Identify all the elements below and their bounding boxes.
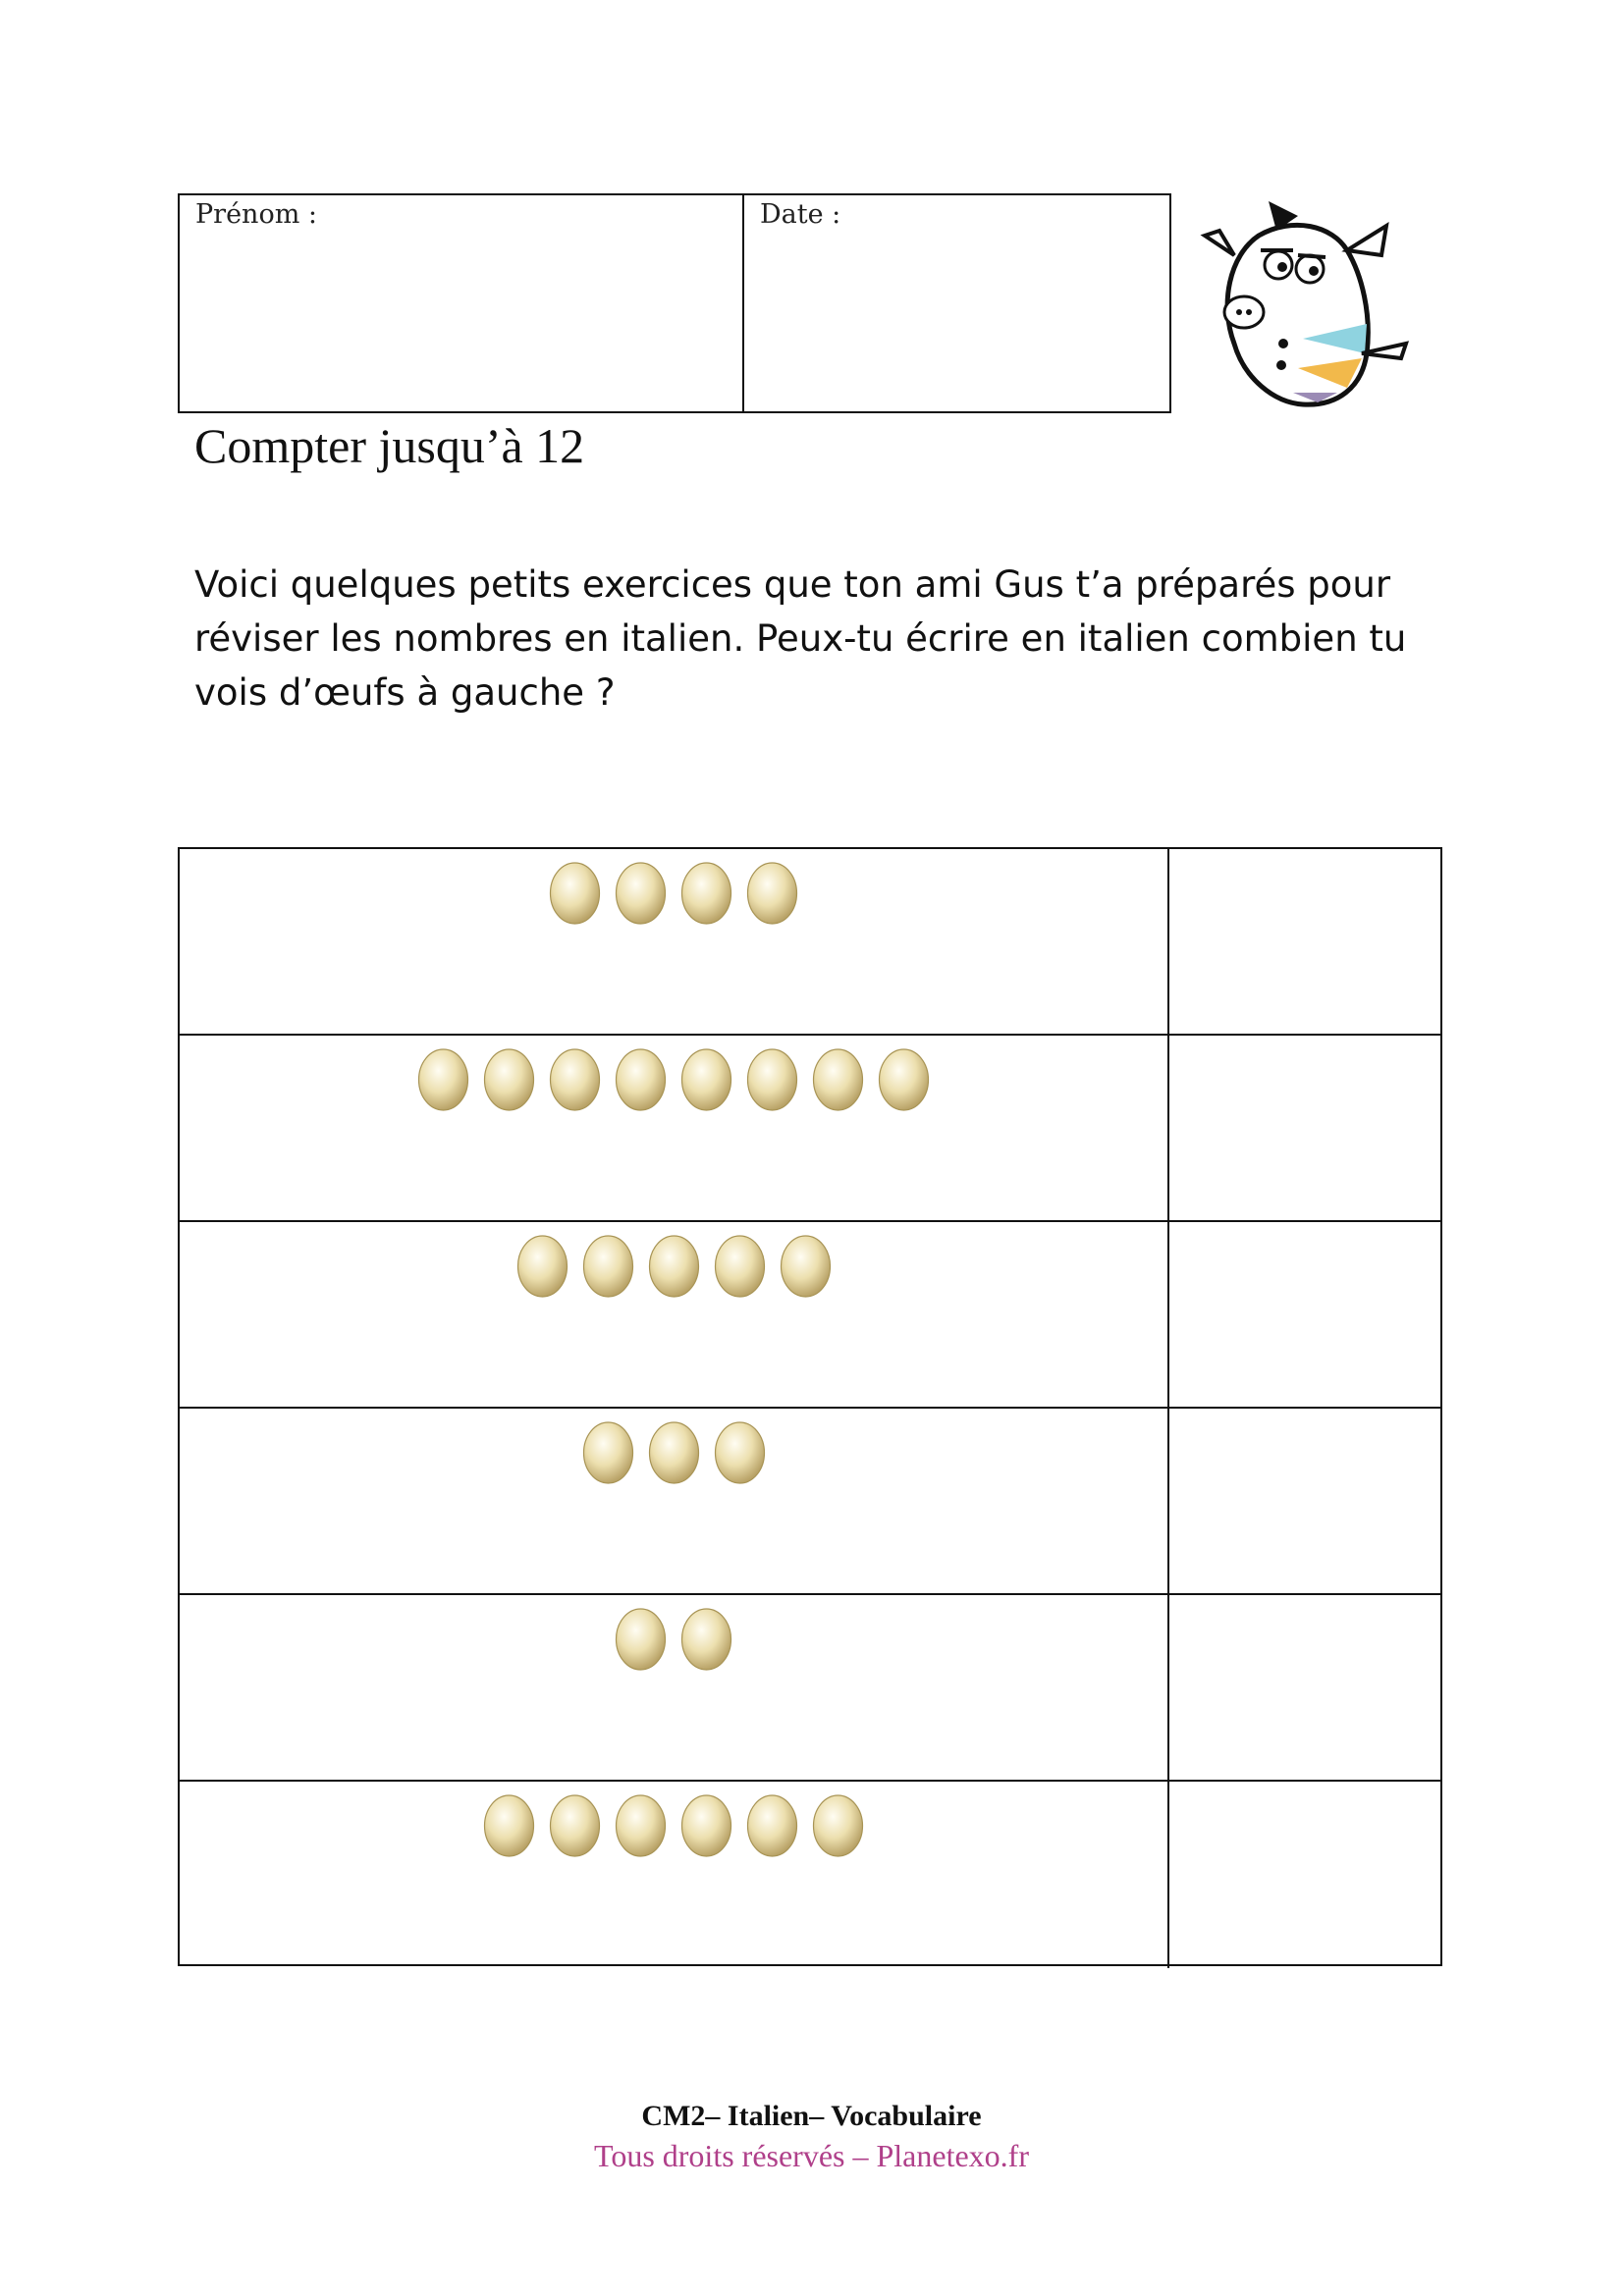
egg-icon: [712, 1418, 768, 1485]
egg-cell: [180, 1036, 1169, 1220]
egg-group: [180, 859, 1167, 926]
egg-icon: [678, 1605, 734, 1672]
answer-field[interactable]: [1169, 1782, 1440, 1968]
table-row: [180, 849, 1440, 1036]
footer-subject: CM2– Italien– Vocabulaire: [641, 2100, 982, 2132]
egg-group: [180, 1791, 1167, 1858]
egg-group: [180, 1232, 1167, 1299]
date-label: Date :: [760, 199, 841, 230]
egg-icon: [547, 1791, 603, 1858]
egg-icon: [613, 1791, 669, 1858]
footer-copyright: Tous droits réservés – Planetexo.fr: [594, 2138, 1029, 2173]
egg-group: [180, 1418, 1167, 1485]
egg-icon: [646, 1232, 702, 1299]
egg-icon: [876, 1045, 932, 1112]
egg-cell: [180, 1782, 1169, 1968]
egg-icon: [810, 1045, 866, 1112]
egg-icon: [678, 859, 734, 926]
table-row: [180, 1222, 1440, 1409]
egg-icon: [481, 1045, 537, 1112]
egg-group: [180, 1605, 1167, 1672]
egg-cell: [180, 1595, 1169, 1780]
table-row: [180, 1409, 1440, 1595]
egg-icon: [547, 1045, 603, 1112]
egg-icon: [778, 1232, 834, 1299]
egg-icon: [514, 1232, 570, 1299]
egg-icon: [580, 1232, 636, 1299]
table-row: [180, 1595, 1440, 1782]
egg-cell: [180, 1409, 1169, 1593]
egg-counting-table: [178, 847, 1442, 1966]
egg-icon: [678, 1791, 734, 1858]
egg-icon: [810, 1791, 866, 1858]
answer-field[interactable]: [1169, 1222, 1440, 1407]
gus-mascot-illustration: [1200, 196, 1411, 417]
egg-icon: [613, 1605, 669, 1672]
egg-icon: [678, 1045, 734, 1112]
egg-icon: [580, 1418, 636, 1485]
table-row: [180, 1036, 1440, 1222]
egg-icon: [744, 859, 800, 926]
egg-cell: [180, 1222, 1169, 1407]
table-row: [180, 1782, 1440, 1968]
answer-field[interactable]: [1169, 1036, 1440, 1220]
egg-group: [180, 1045, 1167, 1112]
egg-icon: [744, 1791, 800, 1858]
egg-icon: [613, 859, 669, 926]
student-info-box: [178, 193, 1171, 413]
answer-field[interactable]: [1169, 1409, 1440, 1593]
exercise-instructions: Voici quelques petits exercices que ton ami Gus t’a préparés pour réviser les nombres en italien. Peux-tu écrire en italien combien tu vois d’œufs à gauche ?: [194, 563, 1407, 714]
name-field[interactable]: [180, 195, 744, 411]
egg-icon: [613, 1045, 669, 1112]
answer-field[interactable]: [1169, 849, 1440, 1034]
egg-icon: [744, 1045, 800, 1112]
egg-icon: [481, 1791, 537, 1858]
egg-icon: [646, 1418, 702, 1485]
page-title: Compter jusqu’à 12: [194, 418, 585, 473]
date-field[interactable]: [744, 195, 1169, 411]
name-label: Prénom :: [195, 199, 317, 230]
egg-icon: [712, 1232, 768, 1299]
egg-icon: [415, 1045, 471, 1112]
egg-cell: [180, 849, 1169, 1034]
egg-icon: [547, 859, 603, 926]
answer-field[interactable]: [1169, 1595, 1440, 1780]
